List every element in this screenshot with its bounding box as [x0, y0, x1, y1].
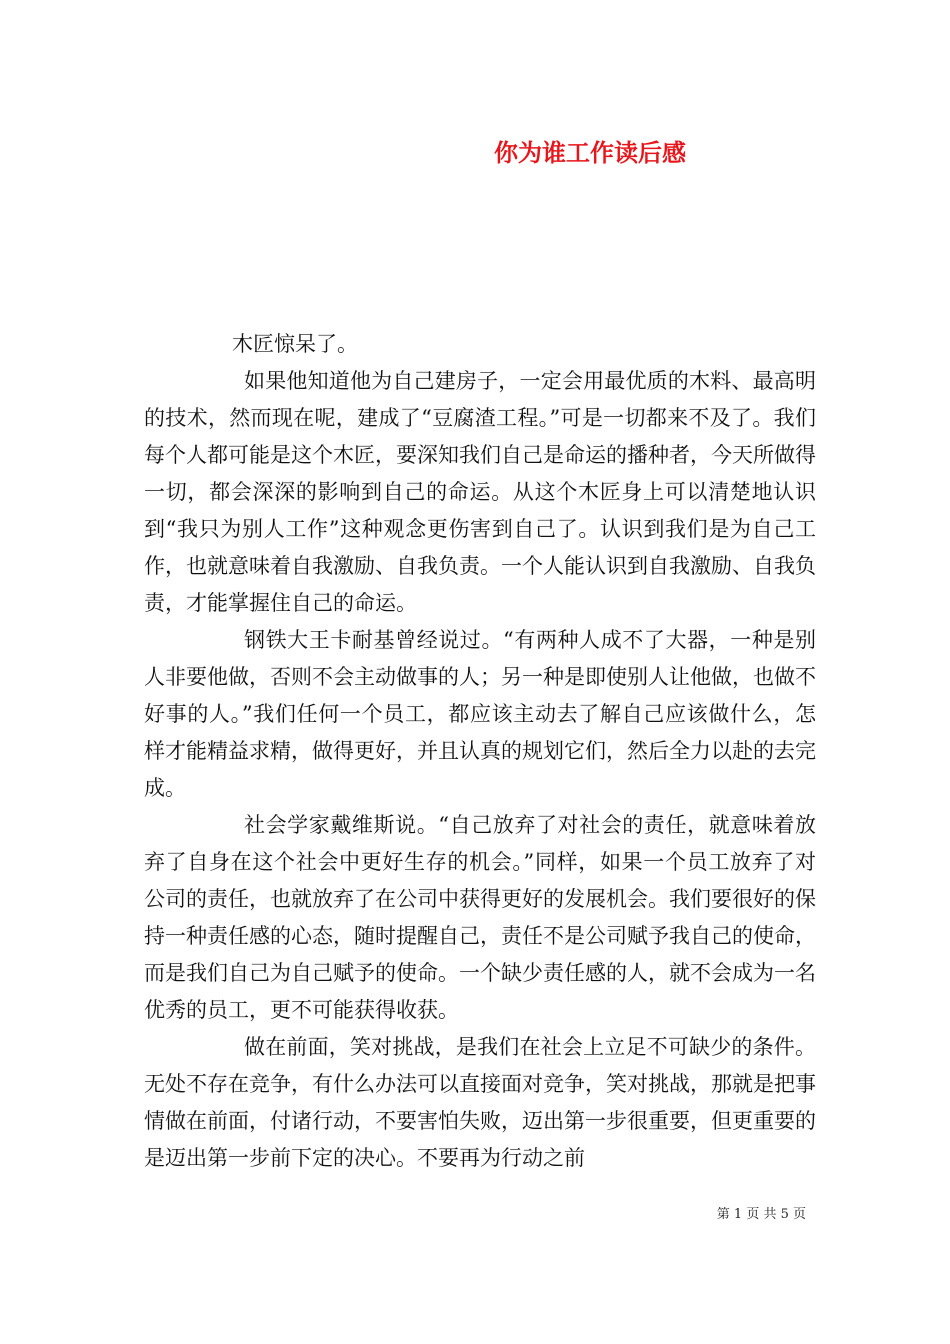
paragraph-4: 社会学家戴维斯说。“自己放弃了对社会的责任，就意味着放弃了自身在这个社会中更好生存的机会。”同样，如果一个员工放弃了对公司的责任，也就放弃了在公司中获得更好的发展机会。我们要很好的保持一种责任感的心态，随时提醒自己，责任不是公司赋予我自己的使命，而是我们自己为自己赋予的使命。一个缺少责任感的人，就不会成为一名优秀的员工，更不可能获得收获。 [144, 813, 816, 1022]
paragraph-2: 如果他知道他为自己建房子，一定会用最优质的木料、最高明的技术，然而现在呢，建成了“豆腐渣工程。”可是一切都来不及了。我们每个人都可能是这个木匠，要深知我们自己是命运的播种者，今天所做得一切，都会深深的影响到自己的命运。从这个木匠身上可以清楚地认识到“我只为别人工作”这种观念更伤害到自己了。认识到我们是为自己工作，也就意味着自我激励、自我负责。一个人能认识到自我激励、自我负责，才能掌握住自己的命运。 [144, 369, 816, 615]
paragraph-1: 木匠惊呆了。 [232, 332, 358, 356]
paragraph-3: 钢铁大王卡耐基曾经说过。“有两种人成不了大器，一种是别人非要他做，否则不会主动做事的人；另一种是即使别人让他做，也做不好事的人。”我们任何一个员工，都应该主动去了解自己应该做什么，怎样才能精益求精，做得更好，并且认真的规划它们，然后全力以赴的去完成。 [144, 628, 816, 800]
page-number-footer: 第 1 页 共 5 页 [716, 1207, 806, 1222]
document-body [144, 326, 816, 1177]
paragraph-5: 做在前面，笑对挑战，是我们在社会上立足不可缺少的条件。无处不存在竞争，有什么办法可以直接面对竞争，笑对挑战，那就是把事情做在前面，付诸行动，不要害怕失败，迈出第一步很重要，但更重要的是迈出第一步前下定的决心。不要再为行动之前 [144, 1035, 816, 1170]
page-title: 你为谁工作读后感 [494, 138, 686, 167]
